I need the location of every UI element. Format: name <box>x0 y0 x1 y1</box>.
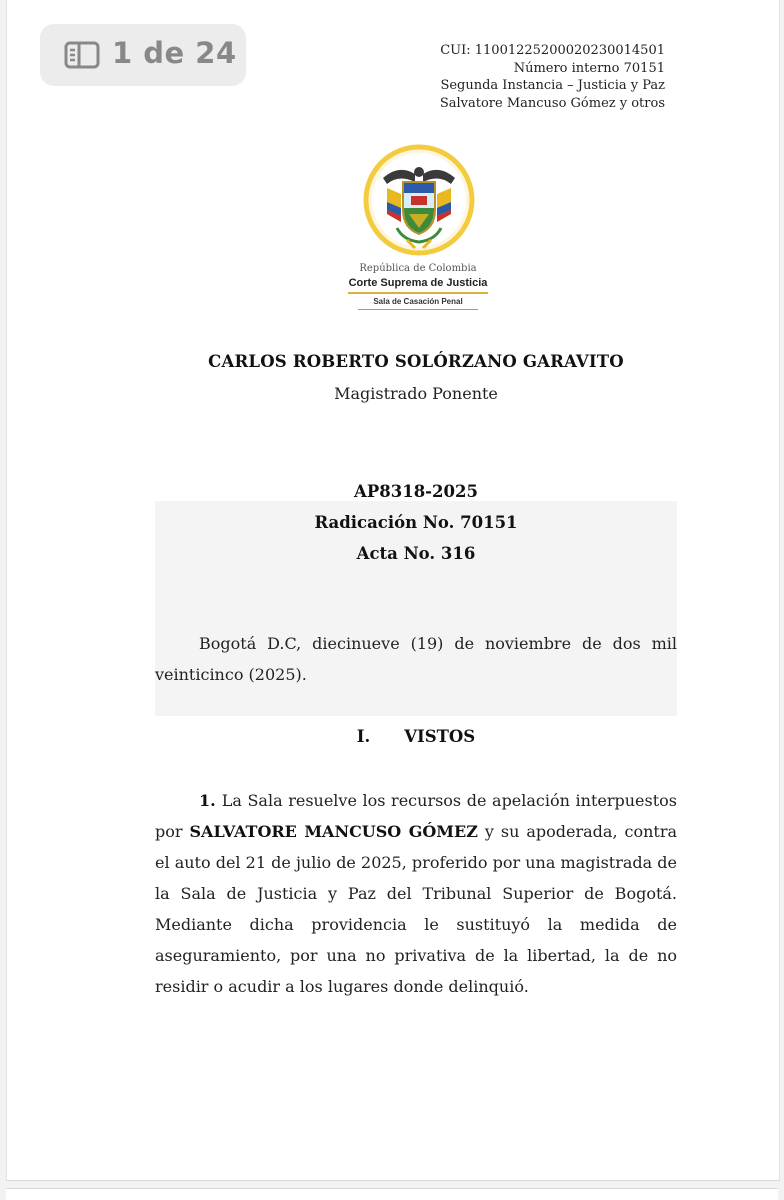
caption-divider <box>348 292 488 294</box>
defendant-name: SALVATORE MANCUSO GÓMEZ <box>189 822 478 841</box>
case-reference-header <box>440 42 665 112</box>
chamber-name: Sala de Casación Penal <box>373 297 463 306</box>
decision-code: AP8318-2025 <box>354 482 478 501</box>
court-caption <box>343 262 493 310</box>
country-label: República de Colombia <box>359 263 477 274</box>
instance-label: Segunda Instancia – Justicia y Paz <box>440 78 665 93</box>
magistrate-name: CARLOS ROBERTO SOLÓRZANO GARAVITO <box>208 352 624 371</box>
paragraph-text-a: La Sala resuelve los recursos de apelación interpuestos por <box>155 791 677 841</box>
date-paragraph: Bogotá D.C, diecinueve (19) de noviembre de dos mil veinticinco (2025). <box>155 634 677 684</box>
cui-number: CUI: 11001225200020230014501 <box>440 43 665 58</box>
caption-underline <box>358 309 478 310</box>
court-name: Corte Suprema de Justicia <box>348 277 488 289</box>
parties-label: Salvatore Mancuso Gómez y otros <box>439 95 665 111</box>
acta-number: Acta No. 316 <box>356 544 476 563</box>
sidebar-panel-icon[interactable] <box>64 41 100 69</box>
paragraph-number: 1. <box>199 791 216 810</box>
page-counter: 1 de 24 <box>112 36 237 70</box>
section-number: I. <box>356 727 371 746</box>
paragraph-text-b: y su apoderada, contra el auto del 21 de julio de 2025, proferido por una magistrada de la Sala de Justicia y Paz del Tribunal Superior de Bogotá. Mediante dicha providencia le sustituyó la medida de aseguramiento, por una no privativa de la libertad, la de no residir o acudir a los lugares donde delinquió. <box>155 822 678 996</box>
document-page <box>6 0 780 1181</box>
section-title: VISTOS <box>404 727 476 746</box>
colombia-coat-of-arms-icon <box>363 144 475 256</box>
decision-reference <box>155 476 677 569</box>
section-heading <box>155 727 677 746</box>
magistrate-role: Magistrado Ponente <box>334 384 498 403</box>
internal-number: Número interno 70151 <box>513 60 665 76</box>
radicacion-number: Radicación No. 70151 <box>314 513 518 532</box>
page-indicator[interactable] <box>40 24 246 86</box>
next-page-edge <box>6 1188 778 1200</box>
paragraph-1 <box>155 785 677 1002</box>
